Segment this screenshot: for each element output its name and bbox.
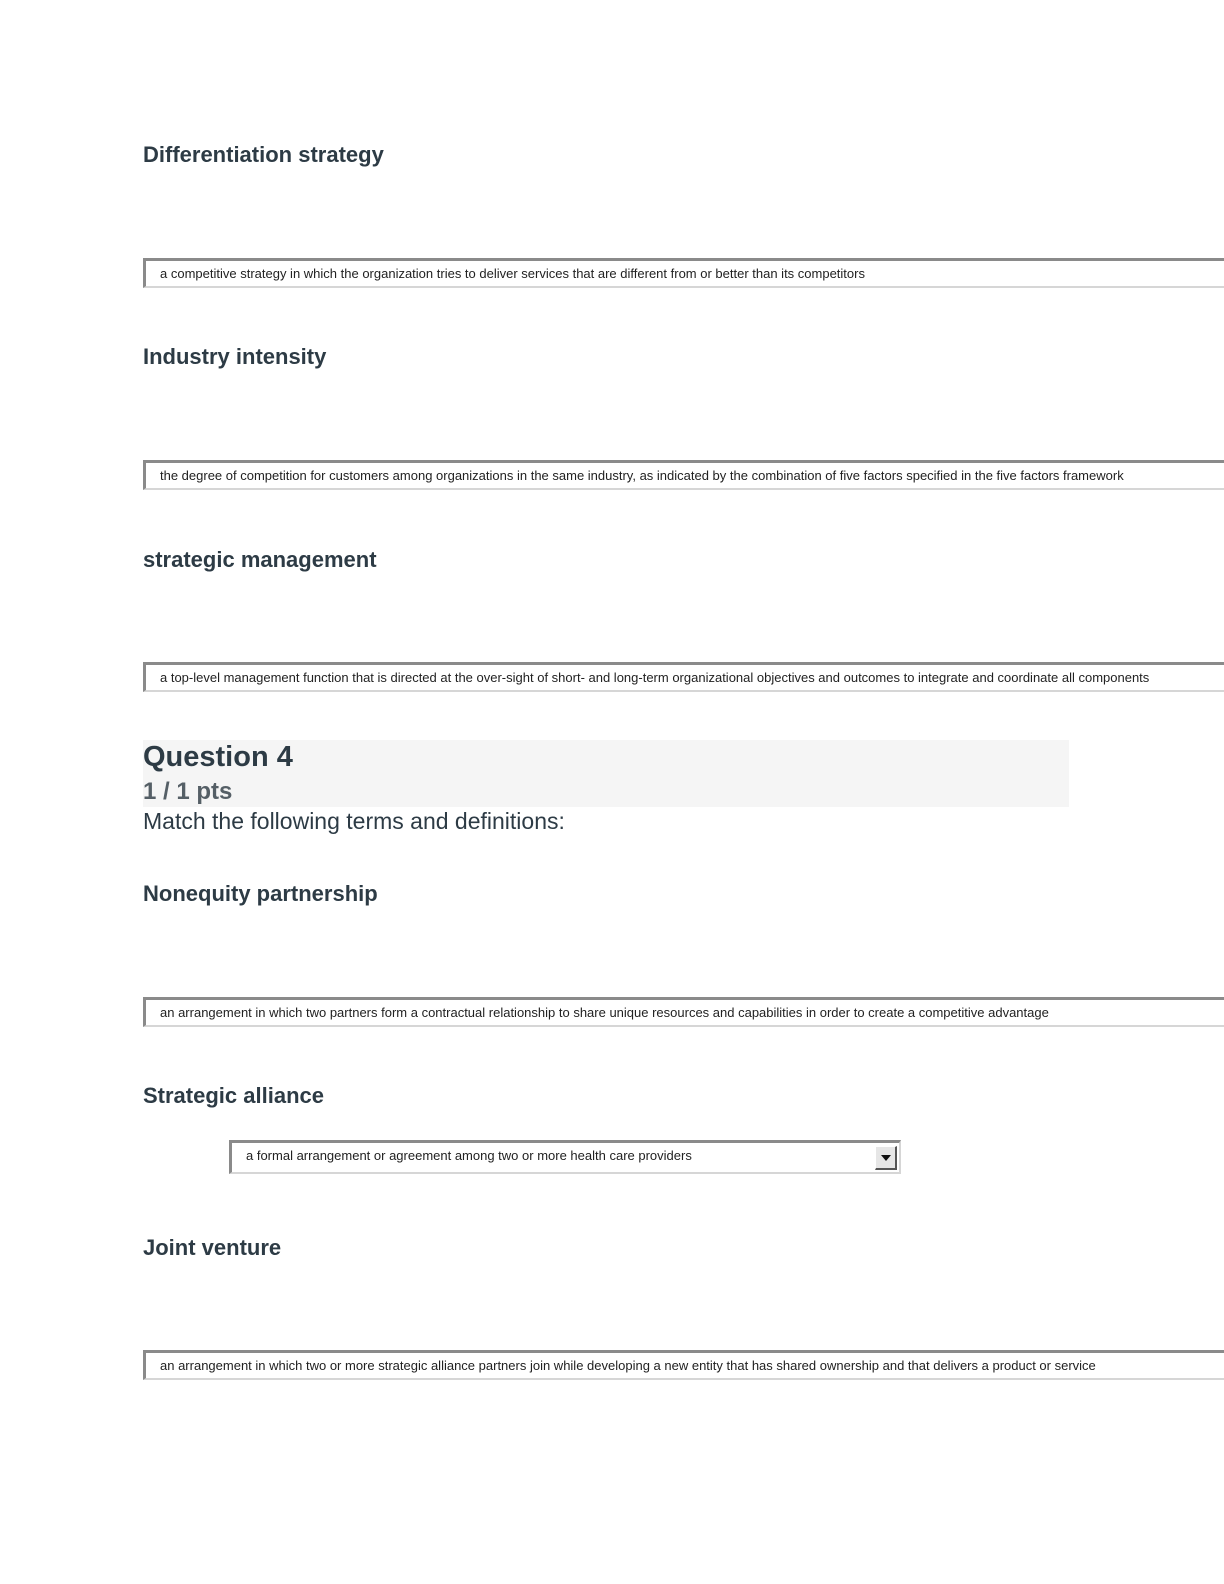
answer-field-nonequity-partnership[interactable]: an arrangement in which two partners form a contractual relationship to share unique resources and capabilities in order to create a competitive advantage [143,997,1224,1027]
term-joint-venture: Joint venture [143,1235,282,1260]
question-title: Question 4 [143,741,293,773]
answer-field-strategic-management[interactable]: a top-level management function that is directed at the over-sight of short- and long-term organizational objectives and outcomes to integrate and coordinate all components [143,662,1224,692]
term-nonequity-partnership: Nonequity partnership [143,881,378,906]
term-strategic-alliance: Strategic alliance [143,1083,324,1108]
chevron-down-icon[interactable] [875,1146,897,1170]
term-differentiation-strategy: Differentiation strategy [143,142,384,167]
answer-field-industry-intensity[interactable]: the degree of competition for customers among organizations in the same industry, as indicated by the combination of five factors specified in the five factors framework [143,460,1224,490]
answer-field-joint-venture[interactable]: an arrangement in which two or more strategic alliance partners join while developing a new entity that has shared ownership and that delivers a product or service [143,1350,1224,1380]
term-industry-intensity: Industry intensity [143,344,327,369]
term-strategic-management: strategic management [143,547,377,572]
answer-select-strategic-alliance[interactable] [229,1140,901,1174]
question-points: 1 / 1 pts [143,778,233,805]
answer-select-value: a formal arrangement or agreement among two or more health care providers [246,1148,692,1163]
question-prompt: Match the following terms and definitions: [143,808,565,834]
question-header [143,740,1069,807]
answer-field-differentiation-strategy[interactable]: a competitive strategy in which the organization tries to deliver services that are different from or better than its competitors [143,258,1224,288]
